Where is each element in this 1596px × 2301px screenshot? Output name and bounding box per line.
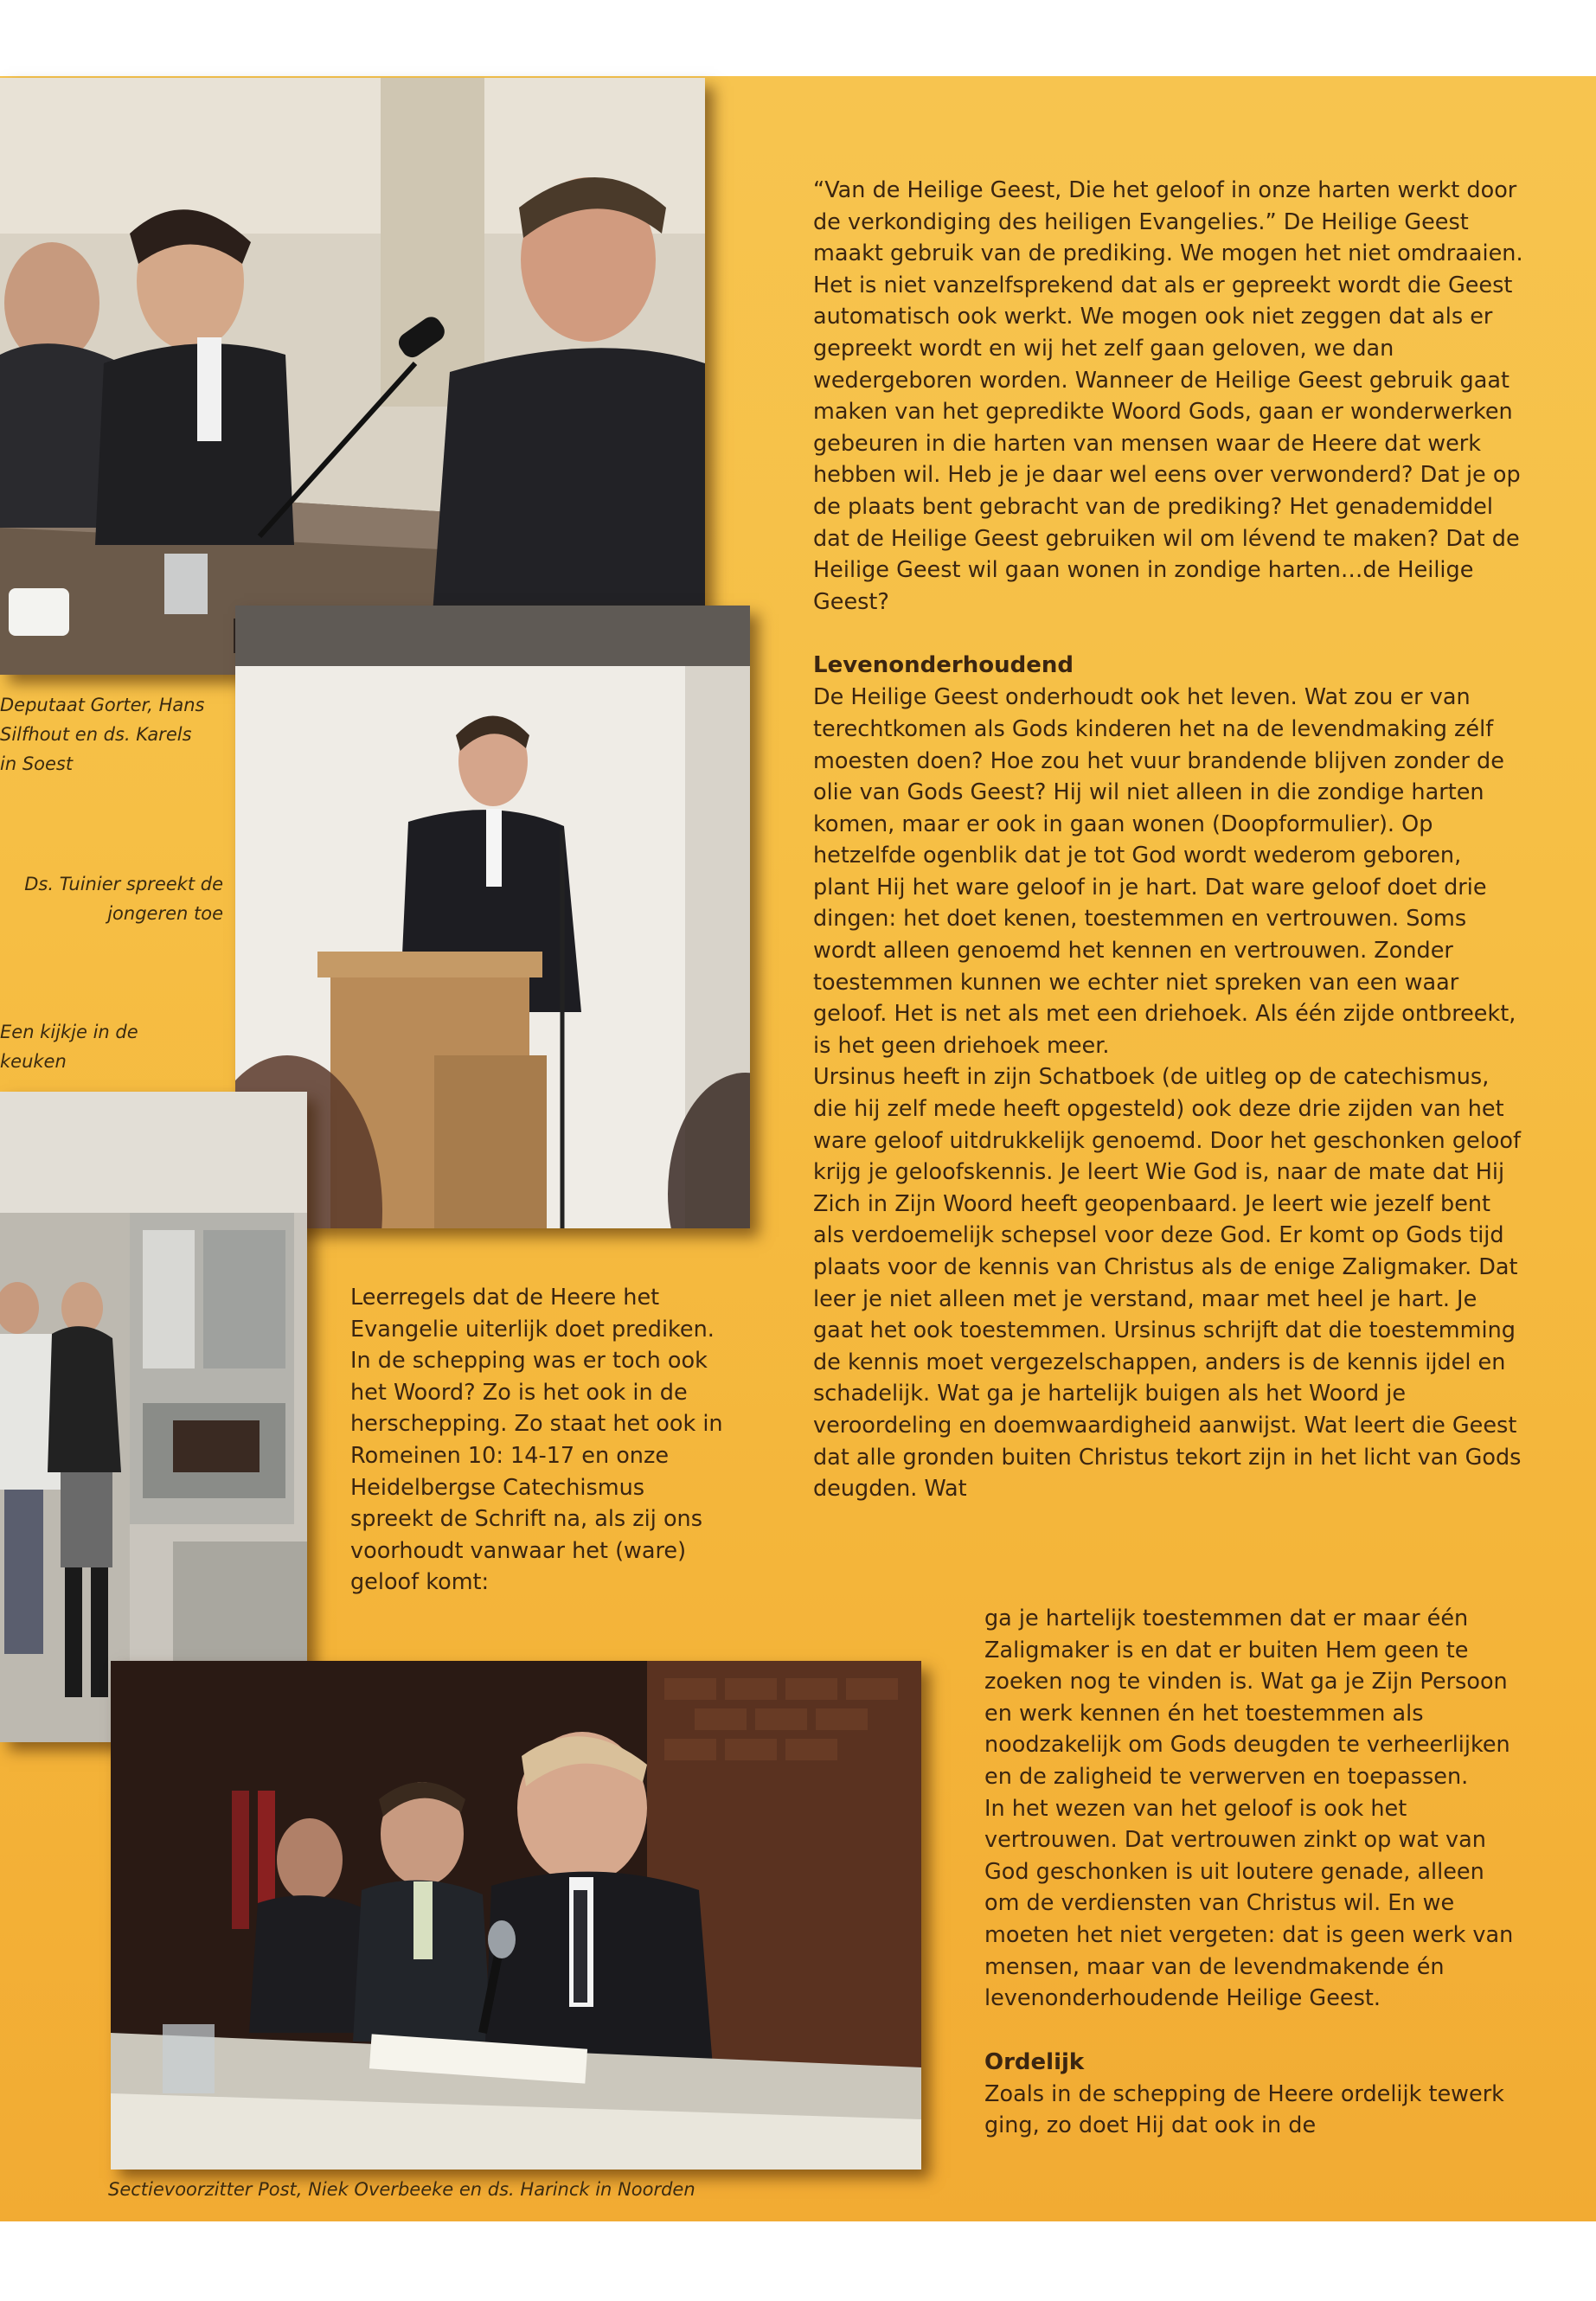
paragraph-levenonderhoudend: De Heilige Geest onderhoudt ook het leven. Wat zou er van terechtkomen als Gods kinderen het na de levendmaking zélf moesten doen? Hoe zou het vuur brandende blijven zonder de olie van Gods Geest? Hij wil niet alleen in die zondige harten komen, maar er ook in gaan wonen (Doopformulier). Op hetzelfde ogenblik dat je tot God wordt wederom geboren, plant Hij het ware geloof in je hart. Dat ware geloof doet drie dingen: het doet kenen, toestemmen en vertrouwen. Soms wordt alleen genoemd het kennen en vertrouwen. Zonder toestemmen kunnen we echter niet spreken van een waar geloof. Het is net als met een driehoek. Als één zijde ontbreekt, is het geen driehoek meer. bbox=[813, 684, 1516, 1059]
caption-soest: Deputaat Gorter, Hans Silfhout en ds. Karels in Soest bbox=[0, 695, 205, 774]
middle-column-text bbox=[350, 1282, 731, 1599]
paragraph-ordelijk: Zoals in de schepping de Heere ordelijk tewerk ging, zo doet Hij dat ook in de bbox=[984, 2080, 1504, 2139]
middle-paragraph: Leerregels dat de Heere het Evangelie uiterlijk doet prediken. In de schepping was er toch ook het Woord? Zo is het ook in de herschepping. Zo staat het ook in Romeinen 10: 14-17 en onze Heidelbergse Catechismus spreekt de Schrift na, als zij ons voorhoudt vanwaar het (ware) geloof komt: bbox=[350, 1285, 723, 1596]
caption-noorden: Sectievoorzitter Post, Niek Overbeeke en ds. Harinck in Noorden bbox=[108, 2179, 695, 2200]
paragraph-ursinus: Ursinus heeft in zijn Schatboek (de uitleg op de catechismus, die hij zelf mede heeft opgesteld) ook deze drie zijden van het ware geloof uitdrukkelijk genoemd. Door het geschonken geloof krijg je geloofskennis. Je leert Wie God is, naar de mate dat Hij Zich in Zijn Woord heeft geopenbaard. Je leert wie jezelf bent als verdoemelijk schepsel voor deze God. Er komt op Gods tijd plaats voor de kennis van Christus als de enige Zaligmaker. Dat leer je niet alleen met je verstand, maar met heel je hart. Je gaat het ook toestemmen. Ursinus schrijft dat die toestemming de kennis moet vergezelschappen, anders is de kennis ijdel en schadelijk. Wat ga je hartelijk buigen als het Woord je veroordeling en doemwaardigheid aanwijst. Wat leert die Geest dat alle gronden buiten Christus tekort zijn in het licht van Gods deugden. Wat bbox=[813, 1064, 1522, 1503]
right-column-text-lower bbox=[984, 1603, 1525, 2142]
caption-keuken: Een kijkje in de keuken bbox=[0, 1022, 138, 1072]
intro-paragraph: “Van de Heilige Geest, Die het geloof in onze harten werkt door de verkondiging des heiligen Evangelies.” De Heilige Geest maakt gebruik van de prediking. We mogen het niet omdraaien. Het is niet vanzelfsprekend dat als er gepreekt wordt die Geest automatisch ook werkt. We mogen ook niet zeggen dat als er gepreekt wordt en wij het zelf gaan geloven, we dan wedergeboren worden. Wanneer de Heilige Geest gebruik gaat maken van het gepredikte Woord Gods, gaan er wonderwerken gebeuren in die harten van mensen waar de Heere dat werk hebben wil. Heb je je daar wel eens over verwonderd? Dat je op de plaats bent gebracht van de prediking? Het genademiddel dat de Heilige Geest gebruiken wil om lévend te maken? Dat de Heilige Geest wil gaan wonen in zondige harten…de Heilige Geest? bbox=[813, 177, 1523, 615]
photo-speaker-lectern bbox=[235, 606, 750, 1228]
photo-kitchen bbox=[0, 1092, 307, 1742]
paragraph-ursinus-continued: ga je hartelijk toestemmen dat er maar één Zaligmaker is en dat er buiten Hem geen te zoeken nog te vinden is. Wat ga je Zijn Persoon en werk kennen én het toestemmen als noodzakelijk om Gods deugden te verheerlijken en de zaligheid te verwerven en toepassen. bbox=[984, 1606, 1510, 1790]
heading-levenonderhoudend: Levenonderhoudend bbox=[813, 652, 1074, 679]
photo-panel-noorden bbox=[111, 1661, 921, 2170]
right-column-text bbox=[813, 175, 1524, 1505]
heading-ordelijk: Ordelijk bbox=[984, 2048, 1085, 2075]
caption-tuinier: Ds. Tuinier spreekt de jongeren toe bbox=[24, 874, 223, 924]
paragraph-vertrouwen: In het wezen van het geloof is ook het vertrouwen. Dat vertrouwen zinkt op wat van God geschonken is uit loutere genade, alleen om de verdiensten van Christus wil. En we moeten het niet vergeten: dat is geen werk van mensen, maar van de levendmakende én levenonderhoudende Heilige Geest. bbox=[984, 1795, 1514, 2012]
photo-panel-soest bbox=[0, 78, 705, 675]
